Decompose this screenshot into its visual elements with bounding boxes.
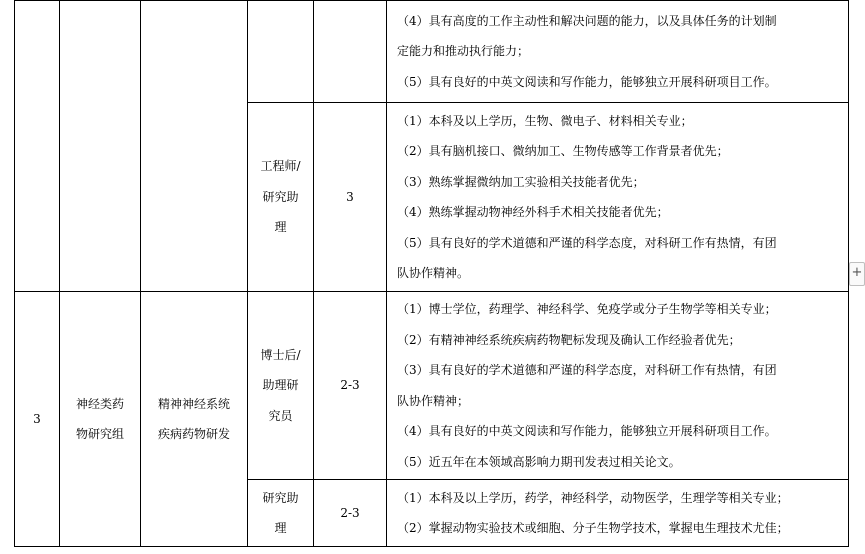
requirement-line: （1）本科及以上学历，生物、微电子、材料相关专业； <box>397 113 693 128</box>
requirement-line: （4）具有良好的中英文阅读和写作能力，能够独立开展科研项目工作。 <box>397 424 777 438</box>
position-line: 究员 <box>268 408 293 423</box>
position-line: 研究助 <box>262 490 299 505</box>
position-line: 工程师/ <box>260 159 301 174</box>
requirements-cell <box>387 103 849 292</box>
requirement-line: （5）近五年在本领域高影响力期刊发表过相关论文。 <box>397 454 681 469</box>
recruitment-table <box>14 0 849 547</box>
position-line: 理 <box>274 521 287 535</box>
add-button[interactable]: + <box>849 262 865 286</box>
group-line: 物研究组 <box>75 427 124 441</box>
requirement-line: （1）本科及以上学历，药学，神经科学，动物医学，生理学等相关专业； <box>397 490 789 505</box>
position-cell <box>248 480 314 547</box>
requirement-line: （2）有精神神经系统疾病药物靶标发现及确认工作经验者优先； <box>397 332 741 347</box>
requirement-line: （5）具有良好的学术道德和严谨的科学态度，对科研工作有热情，有团 <box>397 235 777 250</box>
group-line: 神经类药 <box>75 396 124 411</box>
group-cell-empty <box>60 1 141 292</box>
position-line: 理 <box>274 220 287 235</box>
direction-cell <box>141 292 248 547</box>
requirement-line: （5）具有良好的中英文阅读和写作能力，能够独立开展科研项目工作。 <box>397 74 777 89</box>
requirements-cell <box>387 1 849 103</box>
position-cell <box>248 292 314 480</box>
direction-line: 精神神经系统 <box>157 396 230 411</box>
index-cell-empty <box>15 1 60 292</box>
requirement-line: （3）熟练掌握微纳加工实验相关技能者优先； <box>397 174 645 189</box>
count-cell-empty <box>314 1 387 103</box>
direction-cell-empty <box>141 1 248 292</box>
index-cell: 3 <box>15 292 60 547</box>
requirements-cell <box>387 292 849 480</box>
requirement-line: （4）具有高度的工作主动性和解决问题的能力，以及具体任务的计划制 <box>397 13 777 28</box>
requirement-line: 队协作精神； <box>397 393 470 408</box>
requirements-cell <box>387 480 849 547</box>
position-line: 研究助 <box>262 189 299 204</box>
requirement-line: （1）博士学位，药理学、神经科学、免疫学或分子生物学等相关专业； <box>397 302 777 316</box>
requirement-line: （4）熟练掌握动物神经外科手术相关技能者优先； <box>397 205 669 219</box>
count-cell: 2-3 <box>314 480 387 547</box>
count-cell: 3 <box>314 103 387 292</box>
position-line: 助理研 <box>262 378 299 393</box>
count-cell: 2-3 <box>314 292 387 480</box>
table-row <box>15 292 849 480</box>
group-cell <box>60 292 141 547</box>
requirement-line: 队协作精神。 <box>397 266 470 280</box>
table-row <box>15 1 849 103</box>
direction-line: 疾病药物研发 <box>157 427 230 441</box>
position-cell-empty <box>248 1 314 103</box>
position-cell <box>248 103 314 292</box>
position-line: 博士后/ <box>260 347 301 362</box>
requirement-line: （3）具有良好的学术道德和严谨的科学态度，对科研工作有热情，有团 <box>397 363 777 377</box>
requirement-line: （2）掌握动物实验技术或细胞、分子生物学技术，掌握电生理技术尤佳； <box>397 521 789 535</box>
requirement-line: （2）具有脑机接口、微纳加工、生物传感等工作背景者优先； <box>397 144 729 158</box>
requirement-line: 定能力和推动执行能力； <box>397 44 530 59</box>
